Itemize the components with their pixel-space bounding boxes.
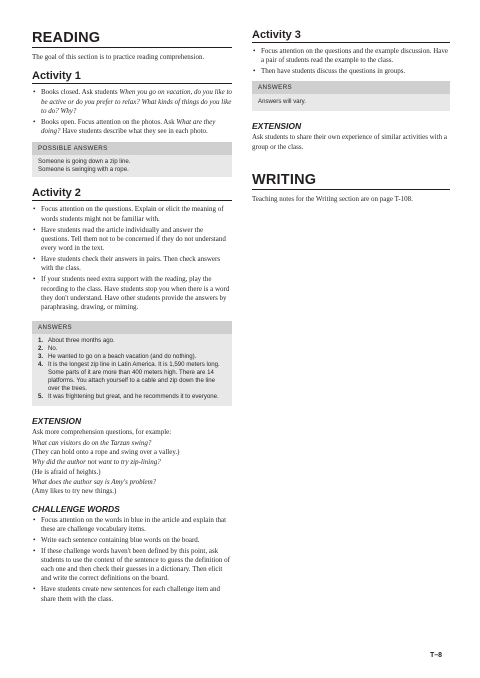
challenge-words-section (32, 504, 232, 604)
challenge-bullets (32, 516, 232, 604)
extension-left-section (32, 416, 232, 496)
activity2-title: Activity 2 (32, 187, 232, 201)
answer-item: 1. About three months ago. (38, 337, 115, 345)
answer-item: 5. It was frightening but great, and he recommends it to everyone. (38, 393, 219, 401)
answer-item: 2. No. (38, 345, 58, 353)
list-item: • Have students read the article individually and answer the questions. Tell them not to be concerned if they do not understand every word in the text. (32, 226, 232, 254)
activity2-answers-box (32, 321, 232, 406)
list-item: • Books closed. Ask students When you go on vacation, do you like to be active or do you prefer to relax? What kinds of things do you like to do? Why? (32, 88, 232, 116)
writing-section (252, 172, 450, 204)
box-header: ANSWERS (252, 81, 450, 94)
box-header: POSSIBLE ANSWERS (32, 142, 232, 155)
question-item: Why did the author not want to try zip-lining? (He is afraid of heights.) (32, 458, 161, 476)
activity1-section (32, 70, 232, 177)
extension-text: Ask students to share their own experience of similar activities with a group or the class. (252, 133, 447, 151)
list-item: • Focus attention on the questions and the example discussion. Have a pair of students read the example to the class. (252, 47, 450, 66)
activity2-section (32, 187, 232, 312)
answer-line: Someone is going down a zip line. (38, 158, 131, 166)
activity1-bullets (32, 88, 232, 136)
box-header: ANSWERS (32, 321, 232, 334)
answer-line: Someone is swinging with a rope. (38, 166, 129, 174)
left-column (32, 0, 232, 606)
activity3-bullets (252, 47, 450, 76)
box-body: Answers will vary. (258, 98, 306, 106)
box-body (32, 334, 232, 406)
writing-text: Teaching notes for the Writing section are on page T-108. (252, 195, 413, 204)
extension-intro: Ask more comprehension questions, for example: (32, 428, 172, 437)
right-column (252, 0, 450, 204)
box-body (32, 155, 232, 177)
activity3-answers-box (252, 81, 450, 111)
list-item: • If these challenge words haven't been defined by this point, ask students to use the context of the sentence to guess the definition of each one and then check their guesses in a dictionary. Then elicit and write the correct definitions on the board. (32, 547, 232, 584)
reading-title: READING (32, 30, 232, 48)
answer-item: 4. It is the longest zip line in Latin America. It is 1,590 meters long. Some parts of it are more than 400 meters high. There are 14 platforms. You attach yourself to a cable and zip down the line over the trees. (38, 361, 220, 393)
list-item: • Then have students discuss the questions in groups. (252, 67, 450, 76)
list-item: • Have students create new sentences for each challenge item and share them with the class. (32, 585, 232, 604)
challenge-title: CHALLENGE WORDS (32, 503, 120, 514)
question-item: What can visitors do on the Tarzan swing? (They can hold onto a rope and swing over a valley.) (32, 438, 180, 457)
writing-title: WRITING (252, 172, 450, 190)
question-item: What does the author say is Amy's problem? (Amy likes to try new things.) (32, 477, 157, 496)
activity3-section (252, 29, 450, 111)
list-item: • Focus attention on the words in blue in the article and explain that these are challenge vocabulary items. (32, 516, 232, 535)
extension-right-section (252, 121, 450, 152)
possible-answers-box (32, 142, 232, 177)
activity1-title: Activity 1 (32, 70, 232, 84)
answer-item: 3. He wanted to go on a beach vacation (and do nothing). (38, 353, 197, 361)
activity2-bullets (32, 205, 232, 312)
list-item: • Have students check their answers in pairs. Then check answers with the class. (32, 255, 232, 274)
reading-section (32, 30, 232, 62)
extension-title: EXTENSION (252, 121, 302, 132)
list-item: • Focus attention on the questions. Explain or elicit the meaning of words students might not be familiar with. (32, 205, 232, 224)
activity3-title: Activity 3 (252, 29, 450, 43)
extension-title: EXTENSION (32, 416, 82, 427)
page-number: T–8 (430, 652, 443, 659)
list-item: • Books open. Focus attention on the photos. Ask What are they doing? Have students describe what they see in each photo. (32, 118, 232, 137)
list-item: • Write each sentence containing blue words on the board. (32, 536, 232, 545)
reading-intro: The goal of this section is to practice reading comprehension. (32, 53, 205, 61)
list-item: • If your students need extra support with the reading, play the recording to the class. Have students stop you when there is a word they don't understand. Have other students provide the answers by paraphrasing, drawing, or miming. (32, 275, 232, 312)
